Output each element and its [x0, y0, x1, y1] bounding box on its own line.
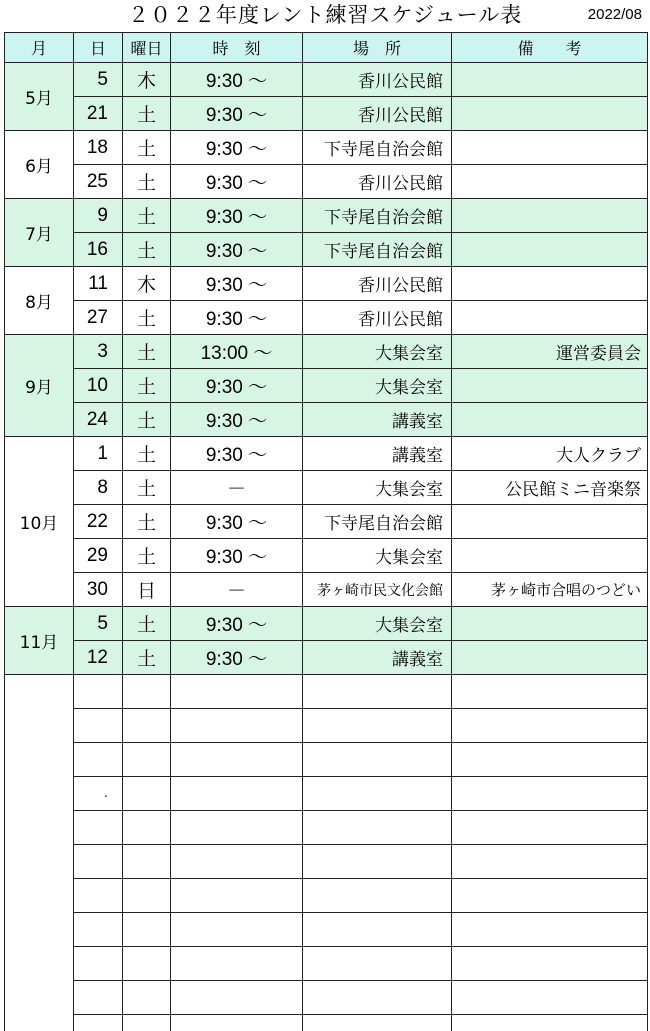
day-cell: 5 [74, 63, 123, 97]
time-cell: 9:30 ～ [171, 131, 303, 165]
empty-cell [452, 743, 648, 777]
empty-cell [303, 777, 452, 811]
empty-cell [74, 981, 123, 1015]
issue-date: 2022/08 [588, 4, 642, 26]
time-cell: 9:30 ～ [171, 403, 303, 437]
empty-cell [123, 709, 171, 743]
day-cell: 25 [74, 165, 123, 199]
empty-cell [303, 675, 452, 709]
empty-cell [171, 947, 303, 981]
empty-cell [452, 879, 648, 913]
note-cell [452, 403, 648, 437]
empty-cell [123, 675, 171, 709]
day-cell: 21 [74, 97, 123, 131]
schedule-row [5, 199, 648, 233]
stray-mark: . [104, 786, 108, 800]
schedule-body [5, 63, 648, 1031]
empty-cell [303, 811, 452, 845]
note-cell [452, 369, 648, 403]
place-cell: 講義室 [303, 403, 452, 437]
empty-row [5, 947, 648, 981]
time-cell: － [171, 573, 303, 607]
empty-cell [303, 947, 452, 981]
time-cell: 9:30 ～ [171, 607, 303, 641]
time-cell: 9:30 ～ [171, 267, 303, 301]
day-cell: 3 [74, 335, 123, 369]
time-cell: 9:30 ～ [171, 165, 303, 199]
weekday-cell: 日 [123, 573, 171, 607]
place-cell: 下寺尾自治会館 [303, 505, 452, 539]
weekday-cell: 土 [123, 369, 171, 403]
weekday-cell: 土 [123, 539, 171, 573]
empty-row [5, 675, 648, 709]
weekday-cell: 土 [123, 97, 171, 131]
empty-cell [74, 947, 123, 981]
weekday-cell: 土 [123, 199, 171, 233]
note-cell: 運営委員会 [452, 335, 648, 369]
empty-cell [123, 845, 171, 879]
day-cell: 30 [74, 573, 123, 607]
note-cell [452, 267, 648, 301]
empty-cell [303, 743, 452, 777]
empty-cell [74, 879, 123, 913]
schedule-row [5, 335, 648, 369]
month-label: 10月 [5, 437, 74, 607]
header-month: 月 [5, 33, 74, 63]
note-cell [452, 165, 648, 199]
note-cell: 公民館ミニ音楽祭 [452, 471, 648, 505]
weekday-cell: 土 [123, 641, 171, 675]
empty-cell [123, 811, 171, 845]
empty-cell [74, 675, 123, 709]
place-cell: 下寺尾自治会館 [303, 233, 452, 267]
empty-cell [452, 845, 648, 879]
schedule-row [5, 471, 648, 505]
empty-cell [74, 743, 123, 777]
place-cell: 香川公民館 [303, 267, 452, 301]
schedule-row [5, 573, 648, 607]
place-cell: 講義室 [303, 641, 452, 675]
month-label: 5月 [5, 63, 74, 131]
note-cell [452, 63, 648, 97]
day-cell: 27 [74, 301, 123, 335]
schedule-row [5, 641, 648, 675]
time-cell: 9:30 ～ [171, 437, 303, 471]
schedule-row [5, 233, 648, 267]
schedule-row [5, 97, 648, 131]
empty-cell [452, 811, 648, 845]
month-label: 11月 [5, 607, 74, 675]
time-cell: 9:30 ～ [171, 233, 303, 267]
place-cell: 大集会室 [303, 369, 452, 403]
schedule-row [5, 505, 648, 539]
note-cell [452, 199, 648, 233]
schedule-row [5, 369, 648, 403]
empty-cell [123, 777, 171, 811]
place-cell: 大集会室 [303, 335, 452, 369]
schedule-row [5, 539, 648, 573]
schedule-row [5, 267, 648, 301]
day-cell: 12 [74, 641, 123, 675]
weekday-cell: 土 [123, 233, 171, 267]
schedule-row [5, 437, 648, 471]
note-cell: 茅ヶ崎市合唱のつどい [452, 573, 648, 607]
empty-cell [74, 709, 123, 743]
place-cell: 香川公民館 [303, 165, 452, 199]
place-cell: 香川公民館 [303, 97, 452, 131]
weekday-cell: 土 [123, 437, 171, 471]
empty-row [5, 709, 648, 743]
empty-row [5, 811, 648, 845]
empty-cell [303, 1015, 452, 1031]
empty-cell [123, 879, 171, 913]
place-cell: 茅ヶ崎市民文化会館 [303, 573, 452, 607]
header-place: 場 所 [303, 33, 452, 63]
empty-row [5, 981, 648, 1015]
place-cell: 大集会室 [303, 471, 452, 505]
empty-cell [123, 981, 171, 1015]
time-cell: 13:00 ～ [171, 335, 303, 369]
day-cell: 1 [74, 437, 123, 471]
note-cell: 大人クラブ [452, 437, 648, 471]
empty-cell [123, 947, 171, 981]
day-cell: 29 [74, 539, 123, 573]
time-cell: － [171, 471, 303, 505]
day-cell: 10 [74, 369, 123, 403]
weekday-cell: 木 [123, 267, 171, 301]
weekday-cell: 土 [123, 471, 171, 505]
place-cell: 香川公民館 [303, 301, 452, 335]
empty-cell [452, 675, 648, 709]
weekday-cell: 土 [123, 505, 171, 539]
page-title: ２０２２年度レント練習スケジュール表 [128, 2, 522, 28]
empty-cell [74, 1015, 123, 1031]
empty-cell [74, 777, 123, 811]
note-cell [452, 539, 648, 573]
empty-row [5, 913, 648, 947]
weekday-cell: 土 [123, 335, 171, 369]
time-cell: 9:30 ～ [171, 301, 303, 335]
day-cell: 24 [74, 403, 123, 437]
header-day: 日 [74, 33, 123, 63]
weekday-cell: 土 [123, 403, 171, 437]
note-cell [452, 233, 648, 267]
empty-row [5, 777, 648, 811]
empty-cell [171, 845, 303, 879]
empty-cell [303, 981, 452, 1015]
time-cell: 9:30 ～ [171, 505, 303, 539]
time-cell: 9:30 ～ [171, 63, 303, 97]
empty-cell [171, 981, 303, 1015]
note-cell [452, 131, 648, 165]
empty-cell [452, 709, 648, 743]
schedule-row [5, 165, 648, 199]
note-cell [452, 607, 648, 641]
time-cell: 9:30 ～ [171, 641, 303, 675]
weekday-cell: 土 [123, 607, 171, 641]
empty-cell [303, 709, 452, 743]
empty-cell [74, 811, 123, 845]
place-cell: 講義室 [303, 437, 452, 471]
weekday-cell: 土 [123, 131, 171, 165]
header-weekday: 曜日 [123, 33, 171, 63]
note-cell [452, 301, 648, 335]
day-cell: 22 [74, 505, 123, 539]
header-row [5, 33, 648, 63]
empty-cell [452, 913, 648, 947]
note-cell [452, 97, 648, 131]
weekday-cell: 木 [123, 63, 171, 97]
day-cell: 5 [74, 607, 123, 641]
empty-cell [123, 1015, 171, 1031]
empty-row [5, 1015, 648, 1031]
empty-row [5, 845, 648, 879]
place-cell: 香川公民館 [303, 63, 452, 97]
empty-row [5, 879, 648, 913]
month-label: 7月 [5, 199, 74, 267]
day-cell: 8 [74, 471, 123, 505]
month-label: 9月 [5, 335, 74, 437]
empty-cell [171, 675, 303, 709]
empty-cell [303, 913, 452, 947]
empty-cell [171, 879, 303, 913]
schedule-row [5, 607, 648, 641]
empty-cell [171, 1015, 303, 1031]
weekday-cell: 土 [123, 165, 171, 199]
empty-cell [171, 709, 303, 743]
empty-cell [452, 1015, 648, 1031]
empty-cell [303, 879, 452, 913]
schedule-table [4, 32, 648, 1031]
time-cell: 9:30 ～ [171, 369, 303, 403]
empty-cell [123, 743, 171, 777]
day-cell: 11 [74, 267, 123, 301]
place-cell: 下寺尾自治会館 [303, 199, 452, 233]
empty-cell [171, 913, 303, 947]
weekday-cell: 土 [123, 301, 171, 335]
empty-cell [452, 947, 648, 981]
empty-cell [171, 811, 303, 845]
empty-cell [452, 981, 648, 1015]
empty-cell [452, 777, 648, 811]
place-cell: 大集会室 [303, 607, 452, 641]
time-cell: 9:30 ～ [171, 539, 303, 573]
schedule-row [5, 63, 648, 97]
month-label: 8月 [5, 267, 74, 335]
schedule-row [5, 301, 648, 335]
empty-month-cell [5, 675, 74, 1031]
empty-cell [171, 743, 303, 777]
note-cell [452, 505, 648, 539]
empty-cell [123, 913, 171, 947]
time-cell: 9:30 ～ [171, 97, 303, 131]
empty-row [5, 743, 648, 777]
schedule-row [5, 131, 648, 165]
day-cell: 16 [74, 233, 123, 267]
empty-cell [171, 777, 303, 811]
empty-cell [74, 845, 123, 879]
day-cell: 9 [74, 199, 123, 233]
schedule-row [5, 403, 648, 437]
place-cell: 下寺尾自治会館 [303, 131, 452, 165]
time-cell: 9:30 ～ [171, 199, 303, 233]
place-cell: 大集会室 [303, 539, 452, 573]
empty-cell [303, 845, 452, 879]
day-cell: 18 [74, 131, 123, 165]
header-time: 時 刻 [171, 33, 303, 63]
note-cell [452, 641, 648, 675]
header-note: 備 考 [452, 33, 648, 63]
month-label: 6月 [5, 131, 74, 199]
empty-cell [74, 913, 123, 947]
